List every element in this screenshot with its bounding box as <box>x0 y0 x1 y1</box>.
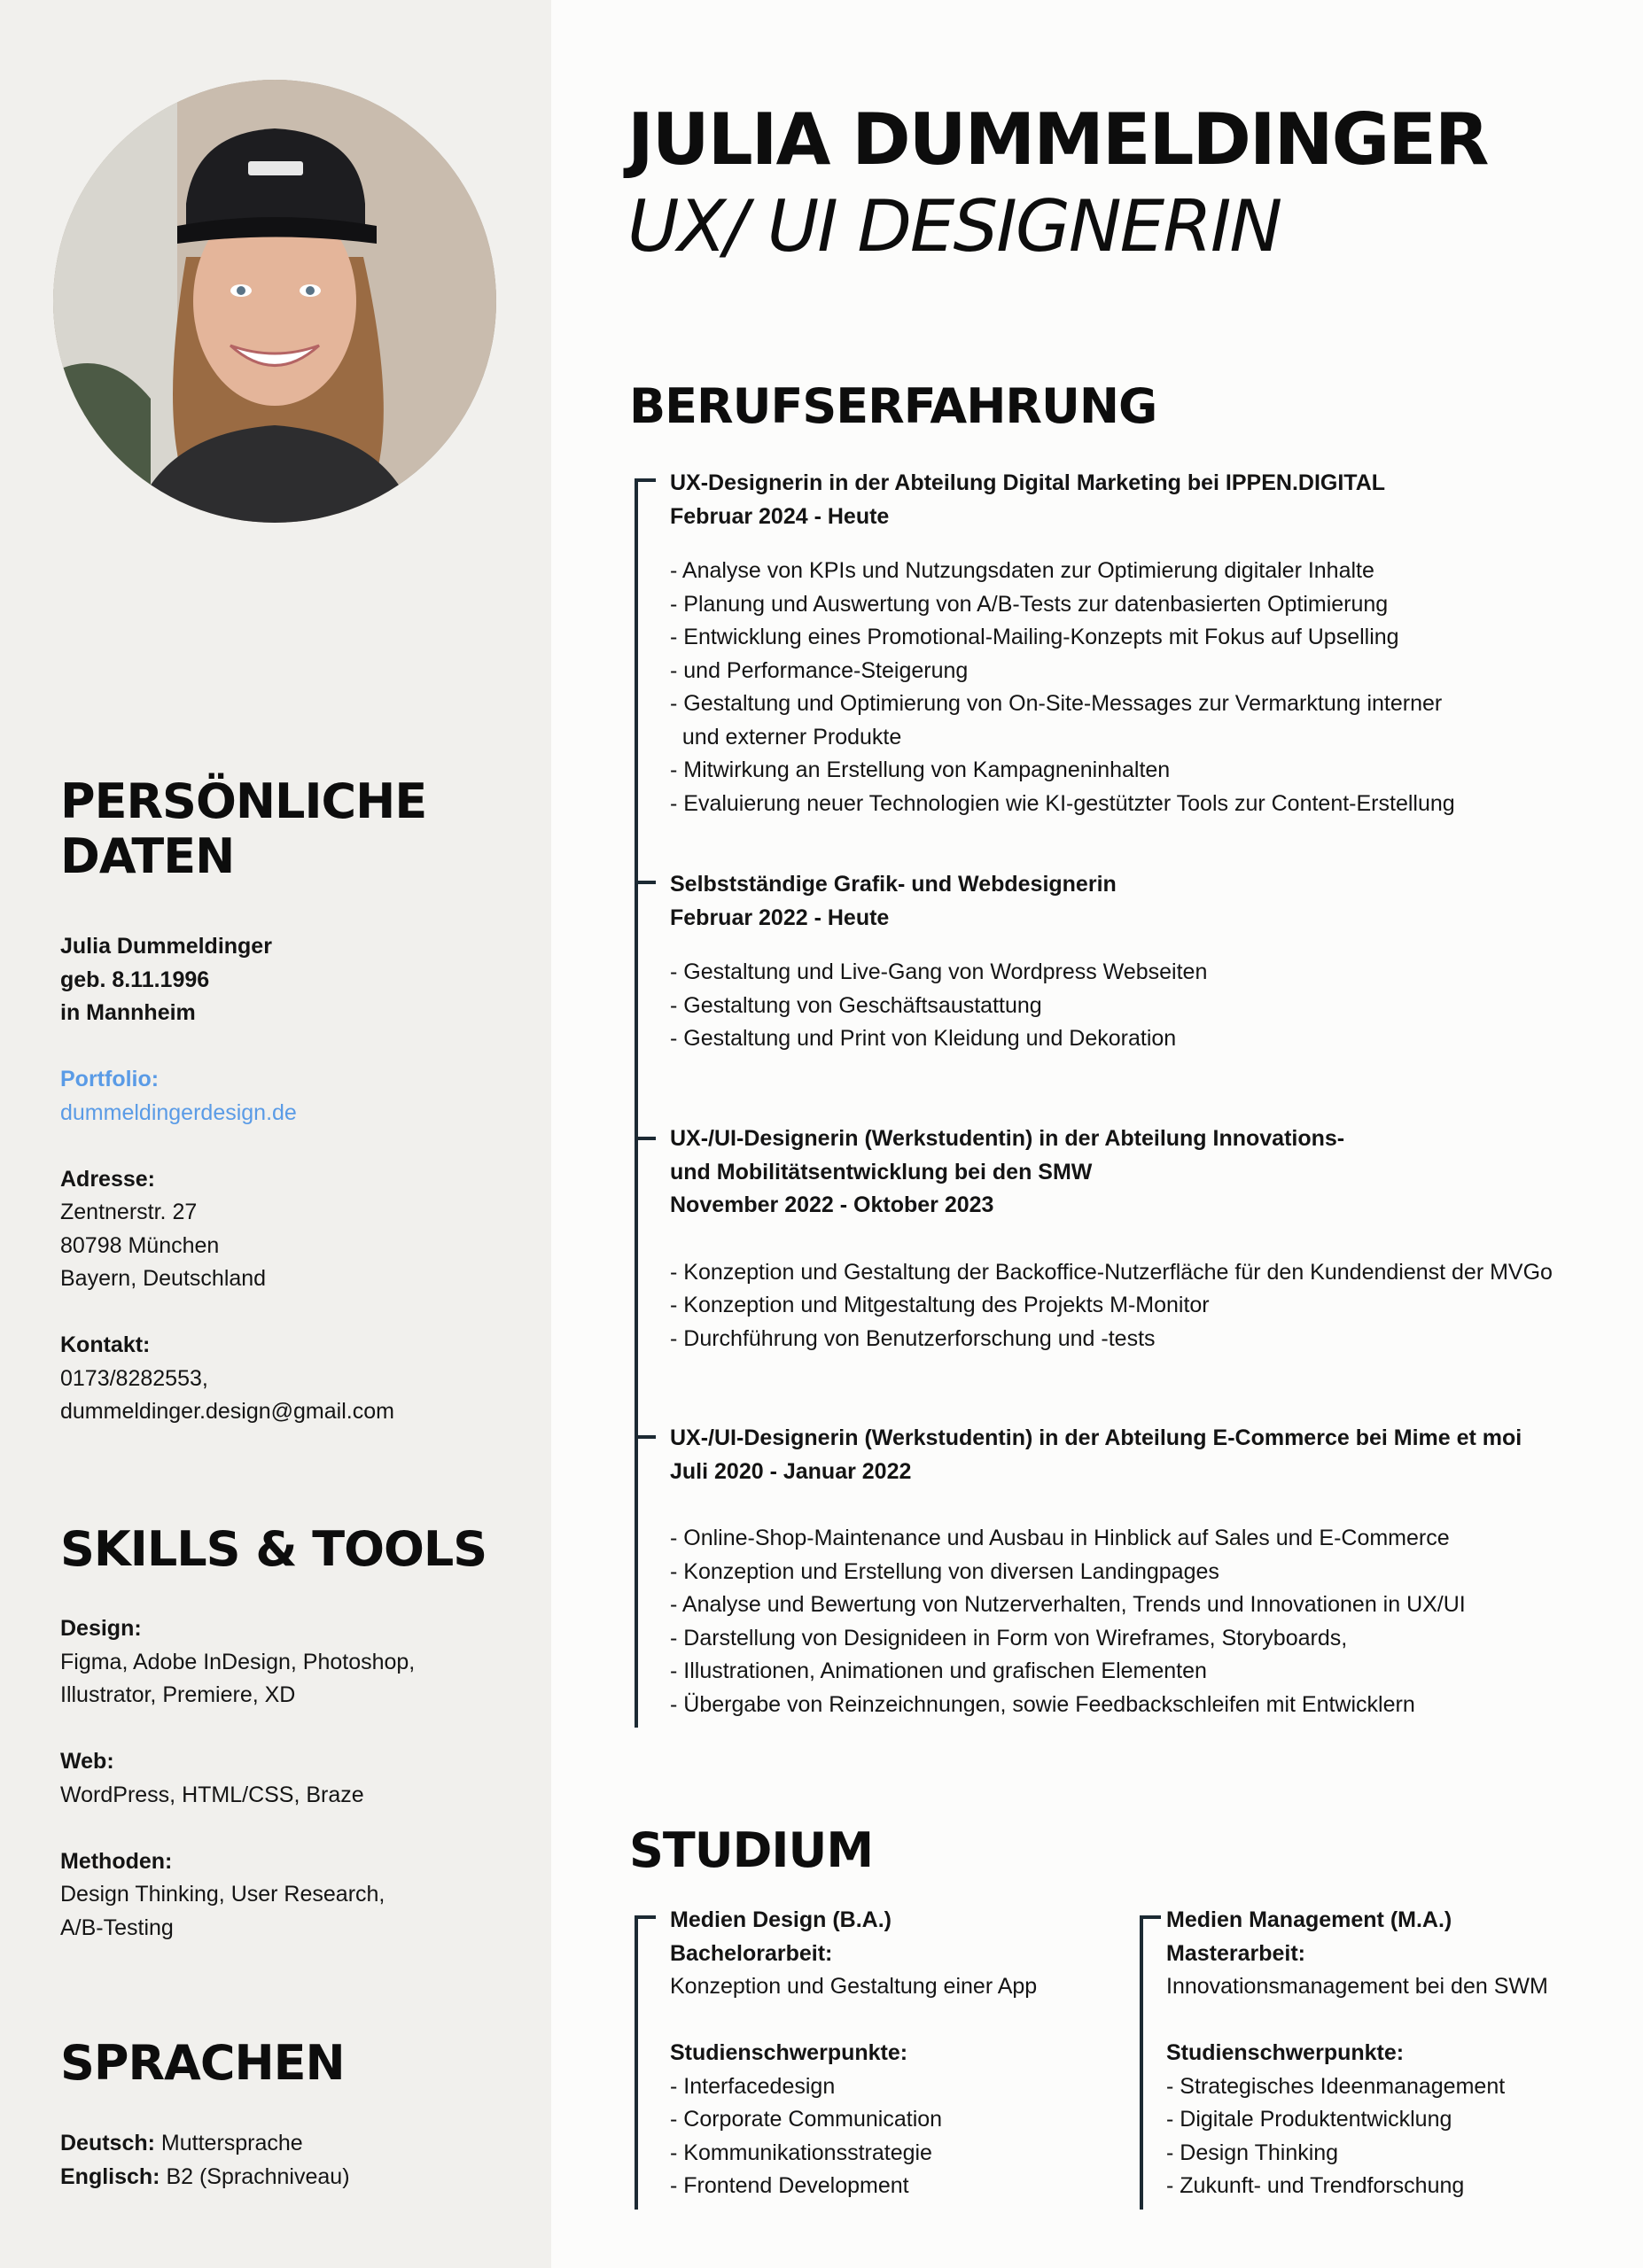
entry-title: UX-/UI-Designerin (Werkstudentin) in der Abteilung E-Commerce bei Mime et moi <box>670 1425 1522 1450</box>
birth-date: geb. 8.11.1996 <box>60 967 210 992</box>
portfolio-link[interactable]: dummeldingerdesign.de <box>60 1099 297 1125</box>
timeline-tick <box>635 478 656 482</box>
focus-item: - Interfacedesign <box>670 2073 836 2099</box>
thesis-label: Bachelorarbeit: <box>670 1940 833 1966</box>
profile-photo <box>53 80 496 523</box>
focus-item: - Kommunikationsstrategie <box>670 2140 932 2165</box>
entry-period: Juli 2020 - Januar 2022 <box>670 1458 912 1484</box>
personal-heading-line2: DATEN <box>60 828 235 884</box>
education-tick <box>635 1915 656 1919</box>
name-title: JULIA DUMMELDINGER <box>627 98 1488 181</box>
education-heading: STUDIUM <box>629 1822 874 1878</box>
task-line: - Gestaltung von Geschäftsaustattung <box>670 992 1042 1018</box>
skills-methods-label: Methoden: <box>60 1848 173 1874</box>
thesis-title: Konzeption und Gestaltung einer App <box>670 1974 1038 1999</box>
task-line: - Darstellung von Designideen in Form von Wireframes, Storyboards, <box>670 1625 1348 1651</box>
task-line: und externer Produkte <box>670 724 902 750</box>
education-bar <box>635 1915 638 2210</box>
entry-tasks <box>670 555 1609 820</box>
education-bachelor <box>670 1904 1131 2203</box>
education-bar <box>1140 1915 1143 2210</box>
task-line: - Gestaltung und Optimierung von On-Site-Messages zur Vermarktung interner <box>670 691 1443 716</box>
task-line: - Konzeption und Gestaltung der Backoffice-Nutzerfläche für den Kundendienst der MVGo <box>670 1259 1553 1285</box>
task-line: - Evaluierung neuer Technologien wie KI-gestützter Tools zur Content-Erstellung <box>670 790 1455 816</box>
experience-entry <box>670 467 1609 820</box>
skills-list <box>60 1612 521 1945</box>
timeline-tick <box>635 1137 656 1140</box>
address-street: Zentnerstr. 27 <box>60 1200 198 1224</box>
task-line: - Gestaltung und Live-Gang von Wordpress Webseiten <box>670 959 1208 984</box>
portfolio-label: Portfolio: <box>60 1067 160 1091</box>
full-name: Julia Dummeldinger <box>60 934 272 959</box>
task-line: - Illustrationen, Animationen und grafischen Elementen <box>670 1658 1207 1683</box>
focus-item: - Strategisches Ideenmanagement <box>1166 2073 1506 2099</box>
entry-period: Februar 2022 - Heute <box>670 905 890 930</box>
task-line: - Entwicklung eines Promotional-Mailing-Konzepts mit Fokus auf Upselling <box>670 625 1399 649</box>
experience-heading: BERUFSERFAHRUNG <box>629 378 1157 434</box>
thesis-label: Masterarbeit: <box>1166 1940 1305 1966</box>
focus-label: Studienschwerpunkte: <box>1166 2040 1405 2065</box>
experience-timeline <box>635 478 638 1728</box>
language-english-label: Englisch: <box>60 2163 160 2189</box>
entry-period: November 2022 - Oktober 2023 <box>670 1192 994 1217</box>
language-german-value: Muttersprache <box>154 2131 303 2155</box>
experience-entry <box>670 1122 1609 1355</box>
focus-item: - Corporate Communication <box>670 2107 943 2132</box>
entry-tasks <box>670 1522 1609 1721</box>
portrait-illustration <box>53 80 496 523</box>
language-german-label: Deutsch: <box>60 2131 155 2155</box>
languages-heading: SPRACHEN <box>60 2035 345 2091</box>
entry-tasks <box>670 1256 1609 1356</box>
task-line: - Gestaltung und Print von Kleidung und Dekoration <box>670 1026 1177 1051</box>
contact-label: Kontakt: <box>60 1332 151 1357</box>
task-line: - Übergabe von Reinzeichnungen, sowie Feedbackschleifen mit Entwicklern <box>670 1691 1415 1717</box>
skills-heading: SKILLS & TOOLS <box>60 1521 487 1577</box>
birthplace: in Mannheim <box>60 1000 196 1025</box>
task-line: - Konzeption und Erstellung von diversen Landingpages <box>670 1558 1219 1584</box>
entry-tasks <box>670 956 1609 1056</box>
task-line: - Analyse und Bewertung von Nutzerverhalten, Trends und Innovationen in UX/UI <box>670 1592 1466 1617</box>
address-region: Bayern, Deutschland <box>60 1266 267 1291</box>
entry-period: Februar 2024 - Heute <box>670 503 890 529</box>
skills-design-line2: Illustrator, Premiere, XD <box>60 1682 296 1707</box>
timeline-tick <box>635 1435 656 1439</box>
task-line: - Konzeption und Mitgestaltung des Projekts M-Monitor <box>670 1293 1210 1317</box>
personal-data-heading <box>60 774 426 884</box>
task-line: - Analyse von KPIs und Nutzungsdaten zur Optimierung digitaler Inhalte <box>670 558 1374 583</box>
language-german <box>60 2127 521 2161</box>
education-master <box>1166 1904 1627 2203</box>
education-tick <box>1140 1915 1161 1919</box>
contact-email[interactable]: dummeldinger.design@gmail.com <box>60 1399 394 1424</box>
skills-web-value: WordPress, HTML/CSS, Braze <box>60 1782 364 1807</box>
focus-item: - Design Thinking <box>1166 2140 1339 2165</box>
experience-entry <box>670 1422 1609 1721</box>
timeline-tick <box>635 881 656 884</box>
personal-heading-line1: PERSÖNLICHE <box>60 773 427 829</box>
experience-entry <box>670 868 1609 1056</box>
skills-web-label: Web: <box>60 1749 114 1774</box>
focus-label: Studienschwerpunkte: <box>670 2040 908 2065</box>
entry-title: UX-Designerin in der Abteilung Digital Marketing bei IPPEN.DIGITAL <box>670 470 1386 495</box>
entry-title: Selbstständige Grafik- und Webdesignerin <box>670 872 1117 897</box>
task-line: - Online-Shop-Maintenance und Ausbau in Hinblick auf Sales und E-Commerce <box>670 1526 1450 1550</box>
languages-list <box>60 2127 521 2194</box>
language-english <box>60 2161 521 2194</box>
skills-design-line1: Figma, Adobe InDesign, Photoshop, <box>60 1649 416 1674</box>
entry-title: und Mobilitätsentwicklung bei den SMW <box>670 1159 1093 1184</box>
address-label: Adresse: <box>60 1166 155 1192</box>
degree-title: Medien Management (M.A.) <box>1166 1907 1452 1932</box>
task-line: - Planung und Auswertung von A/B-Tests zur datenbasierten Optimierung <box>670 591 1389 617</box>
language-english-value: B2 (Sprachniveau) <box>160 2163 350 2189</box>
skills-design-label: Design: <box>60 1616 142 1641</box>
degree-title: Medien Design (B.A.) <box>670 1907 892 1932</box>
focus-item: - Zukunft- und Trendforschung <box>1166 2173 1465 2198</box>
address-city: 80798 München <box>60 1232 220 1258</box>
task-line: - Mitwirkung an Erstellung von Kampagneninhalten <box>670 757 1171 782</box>
role-title: UX/ UI DESIGNERIN <box>627 185 1281 268</box>
thesis-title: Innovationsmanagement bei den SWM <box>1166 1974 1548 1999</box>
focus-item: - Digitale Produktentwicklung <box>1166 2107 1452 2132</box>
task-line: - und Performance-Steigerung <box>670 657 969 683</box>
contact-phone: 0173/8282553, <box>60 1365 208 1391</box>
sidebar <box>0 0 551 2268</box>
skills-methods-line1: Design Thinking, User Research, <box>60 1882 385 1907</box>
entry-title: UX-/UI-Designerin (Werkstudentin) in der Abteilung Innovations- <box>670 1126 1345 1151</box>
task-line: - Durchführung von Benutzerforschung und -tests <box>670 1325 1156 1351</box>
personal-data <box>60 930 521 1429</box>
skills-methods-line2: A/B-Testing <box>60 1915 174 1940</box>
focus-item: - Frontend Development <box>670 2173 909 2198</box>
